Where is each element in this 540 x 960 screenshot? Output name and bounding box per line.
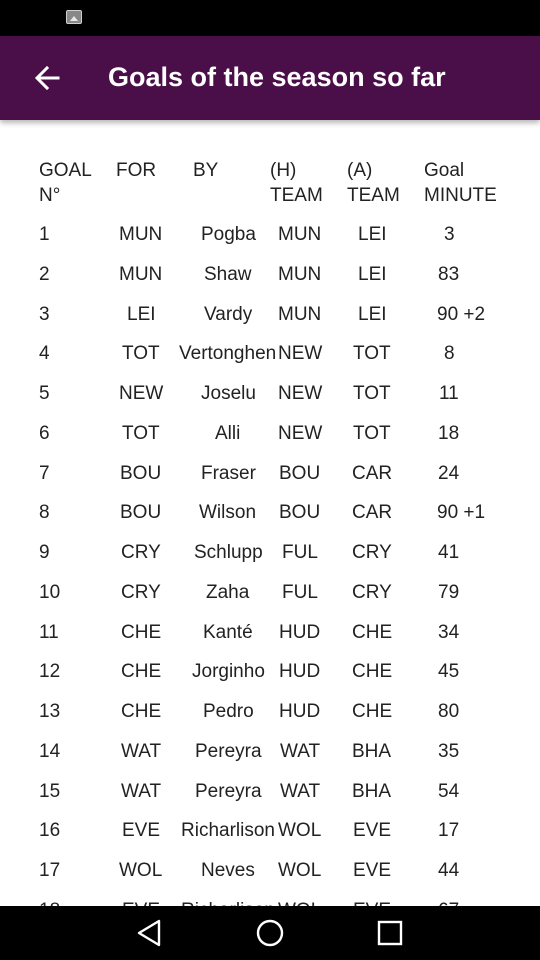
cell-goal-number: 12 <box>39 661 61 683</box>
cell-scoring-team: MUN <box>119 224 163 245</box>
cell-away-team: TOT <box>353 383 391 404</box>
nav-home-button[interactable] <box>253 916 287 950</box>
cell-away-team: CAR <box>352 502 393 524</box>
header-by <box>193 158 218 208</box>
nav-recents-button[interactable] <box>373 916 407 950</box>
back-button[interactable] <box>24 56 72 100</box>
table-row <box>0 538 540 578</box>
cell-home-team: WOL <box>278 860 322 881</box>
header-line: MINUTE <box>424 185 497 206</box>
cell-goal-number: 17 <box>39 860 61 881</box>
cell-scorer: Shaw <box>204 263 252 285</box>
cell-goal-number: 16 <box>39 820 61 842</box>
cell-scoring-team: CRY <box>121 581 161 603</box>
cell-scoring-team: TOT <box>122 422 160 444</box>
cell-scorer: Schlupp <box>194 542 263 563</box>
header-line: Goal <box>424 160 465 181</box>
cell-away-team: TOT <box>353 422 391 444</box>
cell-away-team: EVE <box>353 820 392 842</box>
cell-goal-minute: 44 <box>438 860 460 881</box>
table-row <box>0 697 540 737</box>
table-row <box>0 260 540 300</box>
cell-away-team: CAR <box>352 462 393 484</box>
header-line: (H) <box>270 160 297 181</box>
cell-away-team: LEI <box>358 303 387 325</box>
cell-goal-number: 9 <box>39 542 50 563</box>
cell-away-team: CHE <box>352 661 393 683</box>
cell-scorer: Zaha <box>206 581 250 603</box>
cell-scoring-team: BOU <box>120 462 162 484</box>
cell-scorer: Pereyra <box>195 780 262 802</box>
cell-scoring-team: WOL <box>119 860 163 881</box>
cell-goal-number: 11 <box>39 621 59 643</box>
cell-home-team: HUD <box>279 661 321 683</box>
goals-table <box>0 120 540 906</box>
cell-away-team: CRY <box>352 542 392 563</box>
table-row <box>0 777 540 817</box>
table-row <box>0 498 540 538</box>
cell-away-team: EVE <box>353 860 392 881</box>
cell-goal-minute: 24 <box>438 462 460 484</box>
image-notification-icon <box>66 10 82 24</box>
cell-scorer: Joselu <box>201 383 256 404</box>
arrow-back-icon <box>24 56 72 100</box>
cell-goal-number: 7 <box>39 462 50 484</box>
header-home-team <box>270 158 323 208</box>
header-line: TEAM <box>347 185 400 206</box>
cell-goal-number: 1 <box>39 224 50 245</box>
cell-goal-number: 6 <box>39 422 50 444</box>
cell-scoring-team: CHE <box>121 621 162 643</box>
nav-home-icon <box>253 916 287 950</box>
cell-goal-minute: 54 <box>438 780 460 802</box>
cell-scorer: Jorginho <box>192 661 265 683</box>
cell-scoring-team: CRY <box>121 542 161 563</box>
cell-scorer: Richarlison <box>181 820 275 842</box>
cell-goal-minute: 8 <box>444 343 455 365</box>
cell-scoring-team: TOT <box>122 343 160 365</box>
cell-goal-number: 14 <box>39 740 61 762</box>
header-line: BY <box>193 160 219 181</box>
cell-goal-minute: 41 <box>438 542 460 563</box>
cell-scorer: Vertonghen <box>179 343 277 365</box>
cell-home-team: NEW <box>278 343 323 365</box>
cell-scorer: Pogba <box>201 224 256 245</box>
table-row <box>0 300 540 340</box>
header-line: FOR <box>116 160 157 181</box>
cell-scorer: Wilson <box>199 502 257 524</box>
cell-goal-minute: 80 <box>438 701 460 722</box>
cell-home-team: BOU <box>279 462 321 484</box>
table-row <box>0 379 540 419</box>
nav-back-button[interactable] <box>133 916 167 950</box>
nav-back-icon <box>133 916 167 950</box>
cell-scorer: Pereyra <box>195 740 262 762</box>
table-row <box>0 657 540 697</box>
header-line <box>193 183 218 208</box>
cell-away-team: LEI <box>358 263 387 285</box>
table-row <box>0 618 540 658</box>
cell-goal-number: 13 <box>39 701 61 722</box>
cell-goal-minute: 11 <box>439 383 459 404</box>
cell-goal-minute: 90 +1 <box>437 502 486 524</box>
cell-scoring-team: NEW <box>119 383 164 404</box>
header-line: N° <box>39 185 61 206</box>
cell-goal-number: 3 <box>39 303 50 325</box>
table-row <box>0 339 540 379</box>
cell-away-team: BHA <box>352 740 392 762</box>
cell-away-team: LEI <box>358 224 387 245</box>
table-row <box>0 816 540 856</box>
cell-away-team: CHE <box>352 621 393 643</box>
table-row <box>0 737 540 777</box>
header-goal-number <box>39 158 92 208</box>
header-goal-minute <box>424 158 497 208</box>
cell-scorer: Kanté <box>203 621 253 643</box>
status-bar <box>0 0 540 36</box>
header-for <box>116 158 156 208</box>
table-row <box>0 578 540 618</box>
cell-home-team: NEW <box>278 383 323 404</box>
cell-goal-minute: 83 <box>438 263 460 285</box>
table-row <box>0 220 540 260</box>
cell-home-team: MUN <box>278 263 322 285</box>
cell-scoring-team: LEI <box>127 303 156 325</box>
cell-goal-number: 10 <box>39 581 61 603</box>
cell-goal-minute: 45 <box>438 661 460 683</box>
cell-goal-minute: 79 <box>438 581 460 603</box>
cell-home-team: FUL <box>282 581 318 603</box>
cell-away-team: CHE <box>352 701 393 722</box>
cell-scorer: Vardy <box>204 303 253 325</box>
cell-home-team: HUD <box>279 621 321 643</box>
cell-scoring-team: WAT <box>121 780 162 802</box>
cell-goal-minute: 35 <box>438 740 460 762</box>
table-row <box>0 419 540 459</box>
cell-away-team: BHA <box>352 780 392 802</box>
cell-home-team: WAT <box>280 780 321 802</box>
cell-home-team: WOL <box>278 820 322 842</box>
page-title: Goals of the season so far <box>108 62 446 92</box>
cell-goal-minute: 18 <box>438 422 460 444</box>
cell-home-team: BOU <box>279 502 321 524</box>
cell-scoring-team: BOU <box>120 502 162 524</box>
cell-home-team: HUD <box>279 701 321 722</box>
cell-goal-minute: 34 <box>438 621 460 643</box>
cell-scoring-team: WAT <box>121 740 162 762</box>
cell-goal-minute: 17 <box>438 820 460 842</box>
header-line <box>116 183 156 208</box>
header-line: TEAM <box>270 185 323 206</box>
cell-goal-number: 2 <box>39 263 50 285</box>
cell-goal-number: 5 <box>39 383 50 404</box>
cell-scoring-team: CHE <box>121 661 162 683</box>
cell-scoring-team: EVE <box>122 820 161 842</box>
cell-home-team: WAT <box>280 740 321 762</box>
cell-scoring-team: MUN <box>119 263 163 285</box>
navigation-bar <box>0 906 540 960</box>
cell-home-team: FUL <box>282 542 318 563</box>
header-line: (A) <box>347 160 373 181</box>
cell-scoring-team: CHE <box>121 701 162 722</box>
header-line: GOAL <box>39 160 92 181</box>
cell-scorer: Pedro <box>203 701 254 722</box>
app-bar <box>0 36 540 120</box>
cell-goal-number: 4 <box>39 343 50 365</box>
table-row <box>0 459 540 499</box>
cell-scorer: Fraser <box>201 462 256 484</box>
header-away-team <box>347 158 400 208</box>
cell-goal-number: 15 <box>39 780 61 802</box>
cell-goal-minute: 90 +2 <box>437 303 486 325</box>
table-row <box>0 856 540 896</box>
cell-goal-number: 8 <box>39 502 50 524</box>
cell-away-team: CRY <box>352 581 392 603</box>
nav-recents-icon <box>373 916 407 950</box>
cell-scorer: Alli <box>215 422 241 444</box>
cell-home-team: NEW <box>278 422 323 444</box>
cell-goal-minute: 3 <box>444 224 455 245</box>
cell-home-team: MUN <box>278 303 322 325</box>
cell-scorer: Neves <box>201 860 255 881</box>
cell-home-team: MUN <box>278 224 322 245</box>
cell-away-team: TOT <box>353 343 391 365</box>
